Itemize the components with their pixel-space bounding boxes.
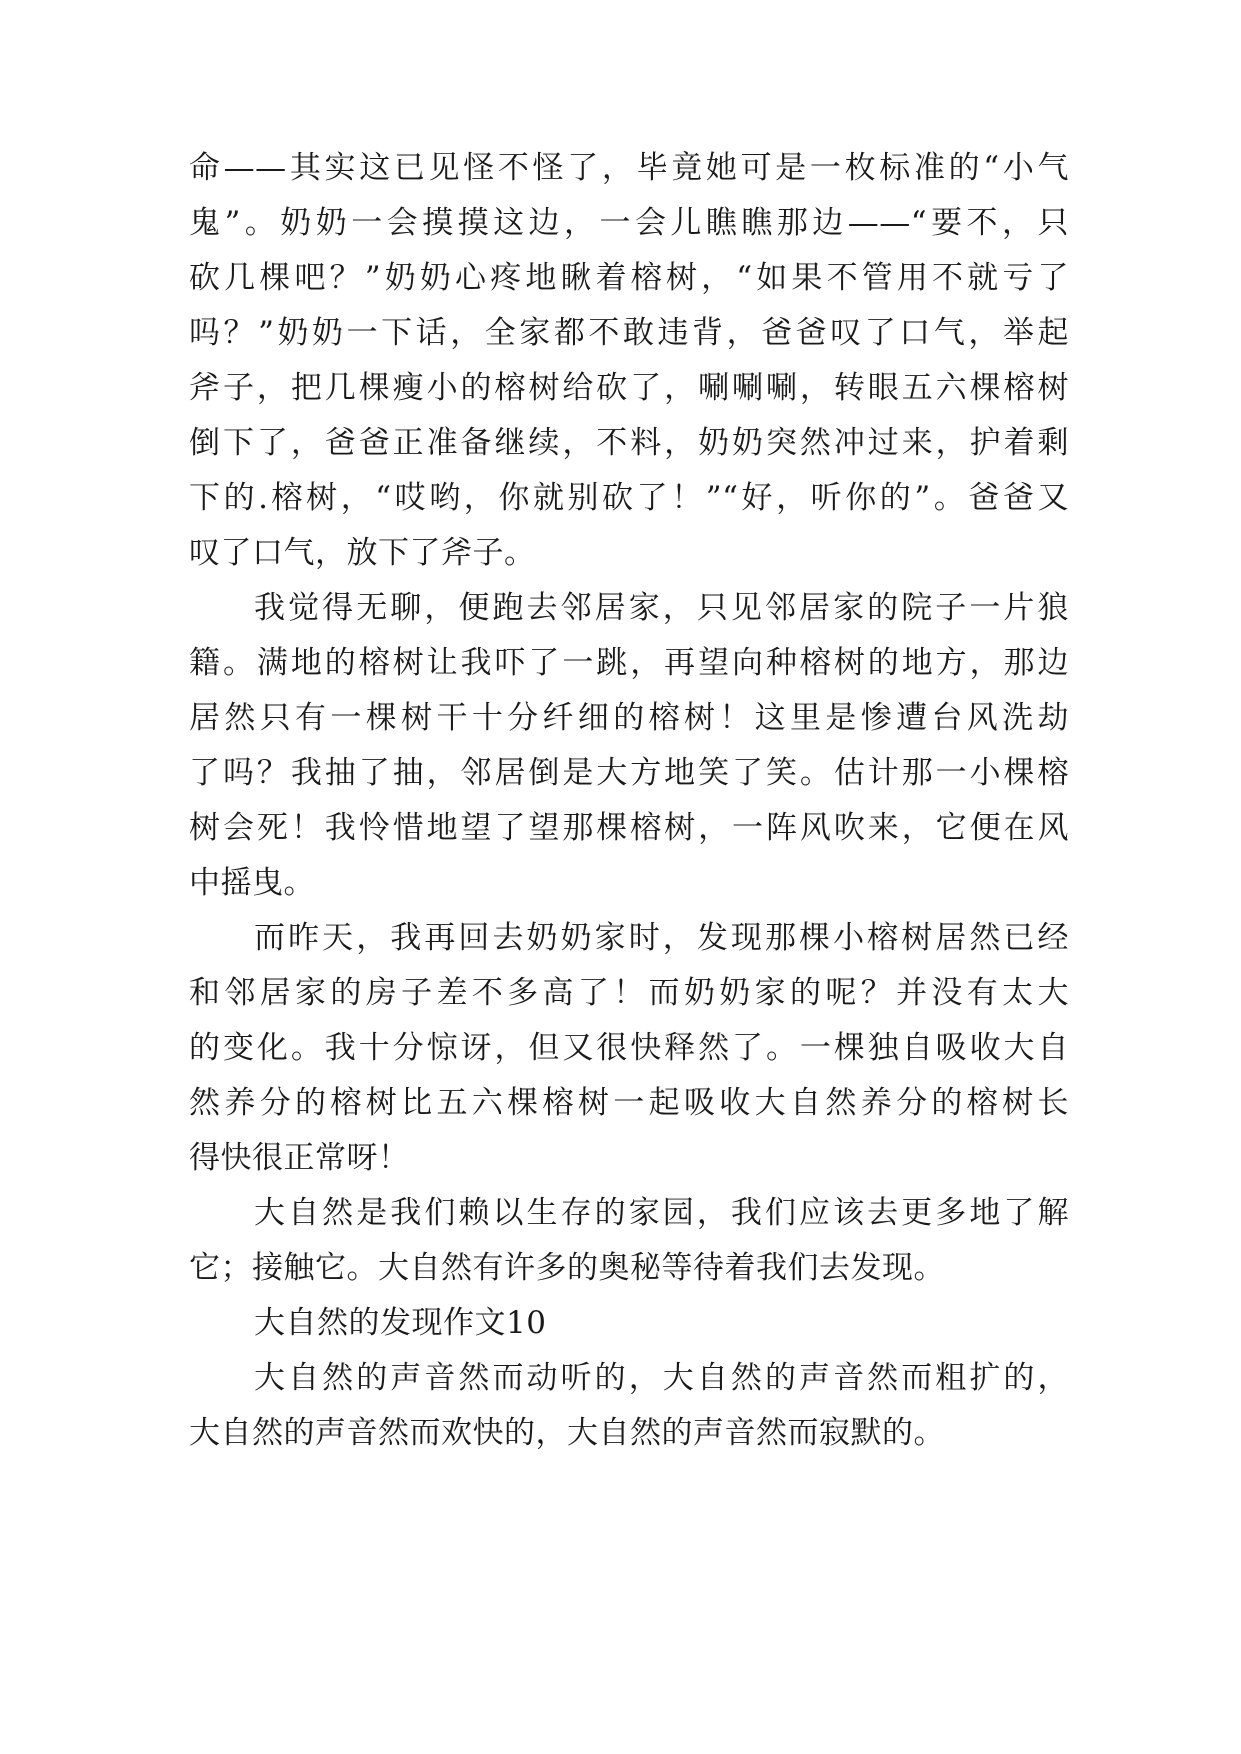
- text-line: 吗？”奶奶一下话，全家都不敢违背，爸爸叹了口气，举起: [189, 315, 1069, 351]
- text-line: 树会死！我怜惜地望了望那棵榕树，一阵风吹来，它便在风: [189, 810, 1069, 846]
- text-line: 得快很正常呀！: [189, 1140, 410, 1176]
- text-line: 它；接触它。大自然有许多的奥秘等待着我们去发现。: [189, 1250, 945, 1286]
- paragraph-first-line: 而昨天，我再回去奶奶家时，发现那棵小榕树居然已经: [254, 920, 1069, 956]
- paragraph-first-line: 我觉得无聊，便跑去邻居家，只见邻居家的院子一片狼: [254, 590, 1069, 626]
- text-line: 籍。满地的榕树让我吓了一跳，再望向种榕树的地方，那边: [189, 645, 1069, 681]
- paragraph-first-line: 大自然的声音然而动听的，大自然的声音然而粗扩的，: [254, 1360, 1069, 1396]
- paragraph-first-line: 大自然是我们赖以生存的家园，我们应该去更多地了解: [254, 1195, 1069, 1231]
- text-line: 鬼”。奶奶一会摸摸这边，一会儿瞧瞧那边——“要不，只: [189, 205, 1069, 241]
- text-line: 倒下了，爸爸正准备继续，不料，奶奶突然冲过来，护着剩: [189, 425, 1069, 461]
- text-line: 叹了口气，放下了斧子。: [189, 535, 536, 571]
- text-line: 下的.榕树，“哎哟，你就别砍了！”“好，听你的”。爸爸又: [189, 480, 1069, 516]
- text-line: 中摇曳。: [189, 865, 315, 901]
- text-line: 砍几棵吧？”奶奶心疼地瞅着榕树，“如果不管用不就亏了: [189, 260, 1069, 296]
- text-line: 然养分的榕树比五六棵榕树一起吸收大自然养分的榕树长: [189, 1085, 1069, 1121]
- section-heading: 大自然的发现作文10: [254, 1305, 547, 1341]
- text-line: 了吗？我抽了抽，邻居倒是大方地笑了笑。估计那一小棵榕: [189, 755, 1069, 791]
- text-line: 居然只有一棵树干十分纤细的榕树！这里是惨遭台风洗劫: [189, 700, 1069, 736]
- text-line: 的变化。我十分惊讶，但又很快释然了。一棵独自吸收大自: [189, 1030, 1069, 1066]
- text-line: 命——其实这已见怪不怪了，毕竟她可是一枚标准的“小气: [189, 150, 1069, 186]
- text-line: 斧子，把几棵瘦小的榕树给砍了，唰唰唰，转眼五六棵榕树: [189, 370, 1069, 406]
- text-line: 和邻居家的房子差不多高了！而奶奶家的呢？并没有太大: [189, 975, 1069, 1011]
- text-line: 大自然的声音然而欢快的，大自然的声音然而寂默的。: [189, 1415, 945, 1451]
